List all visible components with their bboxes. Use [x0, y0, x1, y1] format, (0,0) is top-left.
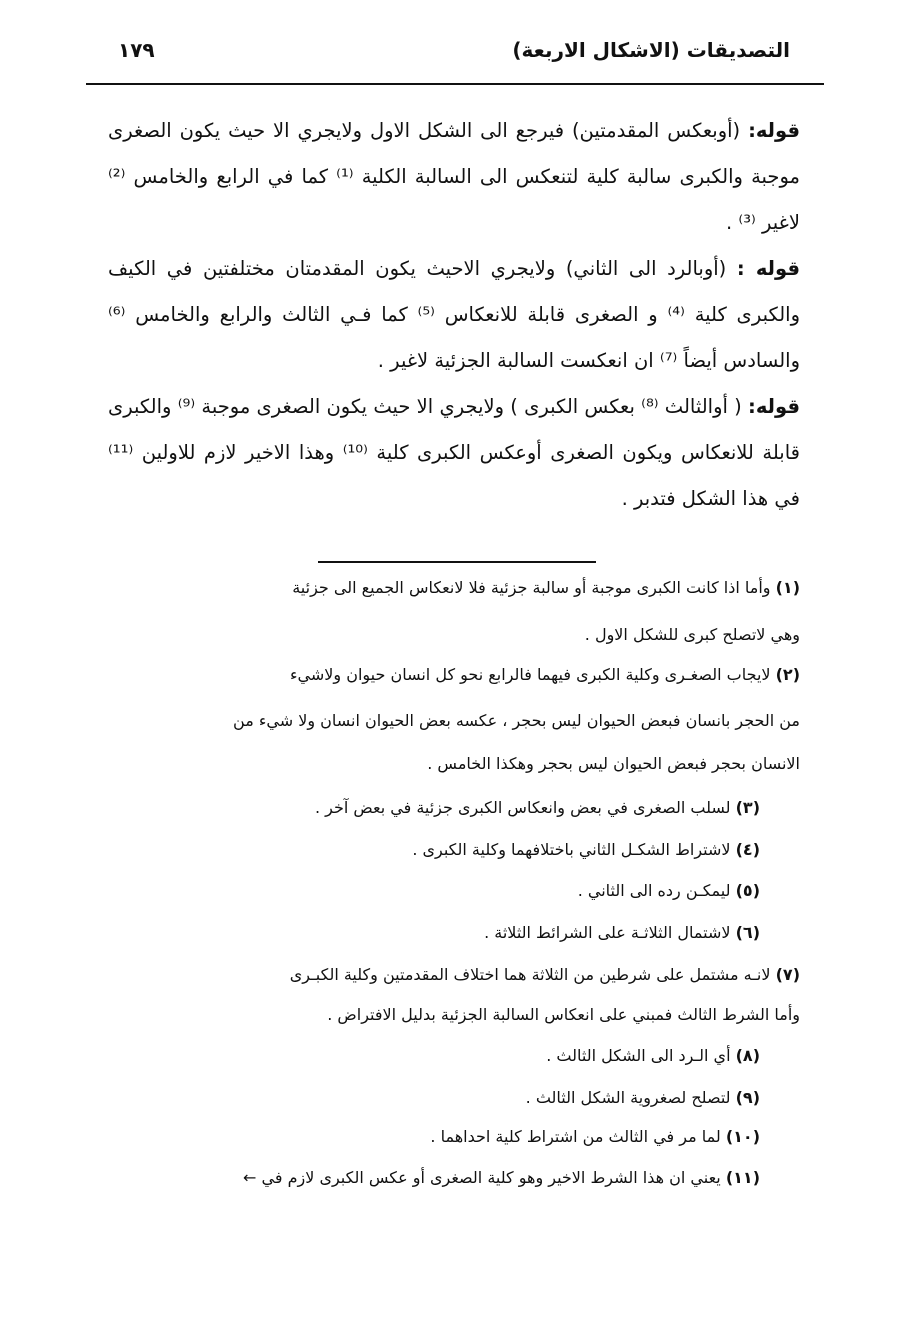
footnote-rule	[318, 561, 596, 563]
paragraph-lead: قوله :	[736, 257, 800, 280]
footnote-number: (٧)	[775, 965, 800, 984]
footnote-text: ليمكـن رده الى الثاني .	[577, 881, 731, 900]
paragraph-3	[108, 384, 800, 522]
footnote-1	[104, 575, 800, 600]
footnote-text: وأما اذا كانت الكبرى موجبة أو سالبة جزئية فلا لانعكاس الجميع الى جزئية	[292, 578, 771, 597]
paragraph-1	[108, 108, 800, 246]
footnote-text: لانـه مشتمل على شرطين من الثلاثة هما اختلاف المقدمتين وكلية الكبـرى	[289, 965, 771, 984]
footnote-2-continuation: من الحجر بانسان فبعض الحيوان ليس بحجر ، عكسه بعض الحيوان انسان ولا شيء من	[233, 711, 800, 730]
footnote-2-continuation: الانسان بحجر فبعض الحيوان ليس بحجر وهكذا الخامس .	[427, 754, 800, 773]
paragraph-text: (أوبعكس المقدمتين) فيرجع الى الشكل الاول ولايجري الا حيث يكون الصغرى موجبة والكبرى سالبة كلية لتنعكس الى السالبة الكلية ⁽¹⁾ كما في الرابع والخامس ⁽²⁾ لاغير ⁽³⁾ .	[108, 119, 800, 234]
paragraph-lead: قوله:	[748, 119, 801, 142]
footnote-number: (١١)	[725, 1168, 760, 1187]
paragraph-text: (أوبالرد الى الثاني) ولايجري الاحيث يكون المقدمتان مختلفتين في الكيف والكبرى كلية ⁽⁴⁾ و الصغرى قابلة للانعكاس ⁽⁵⁾ كما فـي الثالث والرابع والخامس ⁽⁶⁾ والسادس أيضاً ⁽⁷⁾ ان انعكست السالبة الجزئية لاغير .	[108, 257, 801, 372]
footnote-6	[484, 920, 760, 945]
running-head-title: التصديقات (الاشكال الاربعة)	[512, 38, 790, 62]
footnote-2	[104, 662, 800, 687]
footnote-8	[546, 1043, 760, 1068]
footnote-11	[243, 1165, 760, 1190]
footnote-number: (١)	[775, 578, 800, 597]
footnote-number: (٦)	[735, 923, 760, 942]
footnote-number: (٩)	[735, 1088, 760, 1107]
header-rule	[86, 83, 824, 85]
footnote-4	[412, 837, 760, 862]
footnote-number: (٥)	[735, 881, 760, 900]
footnote-1-continuation: وهي لاتصلح كبرى للشكل الاول .	[584, 625, 800, 644]
footnote-number: (٣)	[735, 798, 760, 817]
paragraph-2	[108, 246, 800, 384]
footnote-text: لما مر في الثالث من اشتراط كلية احداهما .	[430, 1127, 721, 1146]
footnote-text: لاشتمال الثلاثـة على الشرائط الثلاثة .	[484, 923, 731, 942]
main-text	[108, 108, 800, 522]
footnote-text: أي الـرد الى الشكل الثالث .	[546, 1046, 731, 1065]
paragraph-lead: قوله:	[748, 395, 800, 418]
footnote-number: (٤)	[735, 840, 760, 859]
page-number: ١٧٩	[118, 38, 155, 62]
footnote-7-continuation: وأما الشرط الثالث فمبني على انعكاس السالبة الجزئية بدليل الافتراض .	[327, 1005, 800, 1024]
footnote-9	[526, 1085, 760, 1110]
paragraph-text: ( أوالثالث ⁽⁸⁾ بعكس الكبرى ) ولايجري الا حيث يكون الصغرى موجبة ⁽⁹⁾ والكبرى قابلة للانعكاس ويكون الصغرى أوعكس الكبرى كلية ⁽¹⁰⁾ وهذا الاخير لازم للاولين ⁽¹¹⁾ في هذا الشكل فتدبر .	[108, 395, 800, 510]
footnote-text: لتصلح لصغروية الشكل الثالث .	[525, 1088, 731, 1107]
footnote-3	[315, 795, 760, 820]
footnote-text: يعني ان هذا الشرط الاخير وهو كلية الصغرى أو عكس الكبرى لازم في ←	[243, 1168, 721, 1187]
footnote-7	[104, 962, 800, 987]
footnote-5	[578, 878, 760, 903]
footnote-text: لاشتراط الشكـل الثاني باختلافهما وكلية الكبرى .	[412, 840, 731, 859]
footnote-number: (١٠)	[725, 1127, 760, 1146]
footnote-text: لايجاب الصغـرى وكلية الكبرى فيهما فالرابع نحو كل انسان حيوان ولاشيء	[289, 665, 771, 684]
footnote-10	[430, 1124, 760, 1149]
footnote-text: لسلب الصغرى في بعض وانعكاس الكبرى جزئية في بعض آخر .	[314, 798, 731, 817]
footnote-number: (٨)	[735, 1046, 760, 1065]
footnote-number: (٢)	[775, 665, 800, 684]
